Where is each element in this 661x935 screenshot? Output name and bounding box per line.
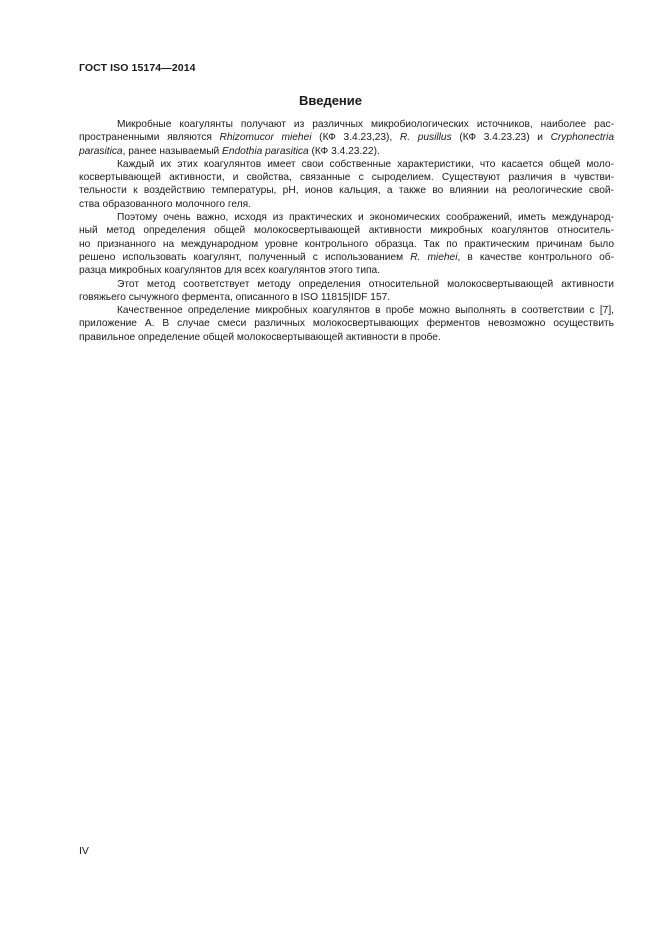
- text-line: тельности к воздействию температуры, pH, ионов кальция, а также во влиянии на реологические свой-: [79, 185, 614, 197]
- body-text: [79, 118, 614, 344]
- text-run: решено использовать коагулянт, полученный с использованием: [79, 251, 411, 263]
- text-line: Каждый их этих коагулянтов имеет свои собственные характеристики, что касается общей моло-: [117, 158, 614, 170]
- section-title: Введение: [299, 93, 362, 108]
- text-line: разца микробных коагулянтов для всех коагулянтов этого типа.: [79, 265, 381, 277]
- text-line: Поэтому очень важно, исходя из практических и экономических соображений, иметь международ-: [117, 212, 614, 224]
- italic-term: Cryphonectria: [550, 132, 614, 144]
- text-line: косвертывающей активности, и свойства, связанные с сыроделием. Существуют различия в чувстви-: [79, 172, 614, 184]
- paragraph: [79, 278, 614, 305]
- text-line: ства образованного молочного геля.: [79, 198, 252, 210]
- text-run: (КФ 3.4.23,23),: [311, 132, 400, 144]
- text-run: , ранее называемый: [122, 145, 223, 157]
- page-header: ГОСТ ISO 15174—2014: [79, 62, 196, 74]
- text-line: Качественное определение микробных коагулянтов в пробе можно выполнять в соответствии с [7],: [117, 305, 614, 317]
- text-line: Микробные коагулянты получают из различных микробиологических источников, наиболее рас-: [117, 119, 614, 130]
- text-line: Этот метод соответствует методу определения относительной молокосвертывающей активности: [117, 278, 614, 290]
- italic-term: Rhizomucor miehei: [219, 132, 312, 144]
- page-number: IV: [79, 845, 89, 857]
- text-run: (КФ 3.4.23.22).: [308, 145, 380, 157]
- text-line: приложение А. В случае смеси различных молокосвертывающих ферментов невозможно осуществить: [79, 318, 614, 330]
- text-line: говяжьего сычужного фермента, описанного в ISO 11815|IDF 157.: [79, 291, 391, 303]
- text-line: [79, 131, 614, 144]
- italic-term: parasitica: [79, 145, 123, 157]
- text-line: [79, 145, 614, 158]
- text-run: (КФ 3.4.23.23) и: [451, 132, 551, 144]
- text-line: ный метод определения общей молокосвертывающей активности микробных коагулянтов относитель-: [79, 225, 614, 237]
- paragraph: [79, 118, 614, 158]
- text-run: , в качестве контрольного об-: [457, 251, 615, 263]
- paragraph: [79, 304, 614, 344]
- italic-term: Endothia parasitica: [222, 145, 309, 157]
- text-line: но признанного на международном уровне контрольного образца. Так по практическим причинам было: [79, 238, 614, 250]
- text-run: пространенными являются: [79, 132, 220, 144]
- text-line: [79, 251, 614, 264]
- paragraph: [79, 158, 614, 211]
- italic-term: R. pusillus: [399, 132, 452, 144]
- text-line: правильное определение общей молокосвертывающей активности в пробе.: [79, 331, 441, 343]
- italic-term: R. miehei: [410, 251, 458, 263]
- paragraph: [79, 211, 614, 277]
